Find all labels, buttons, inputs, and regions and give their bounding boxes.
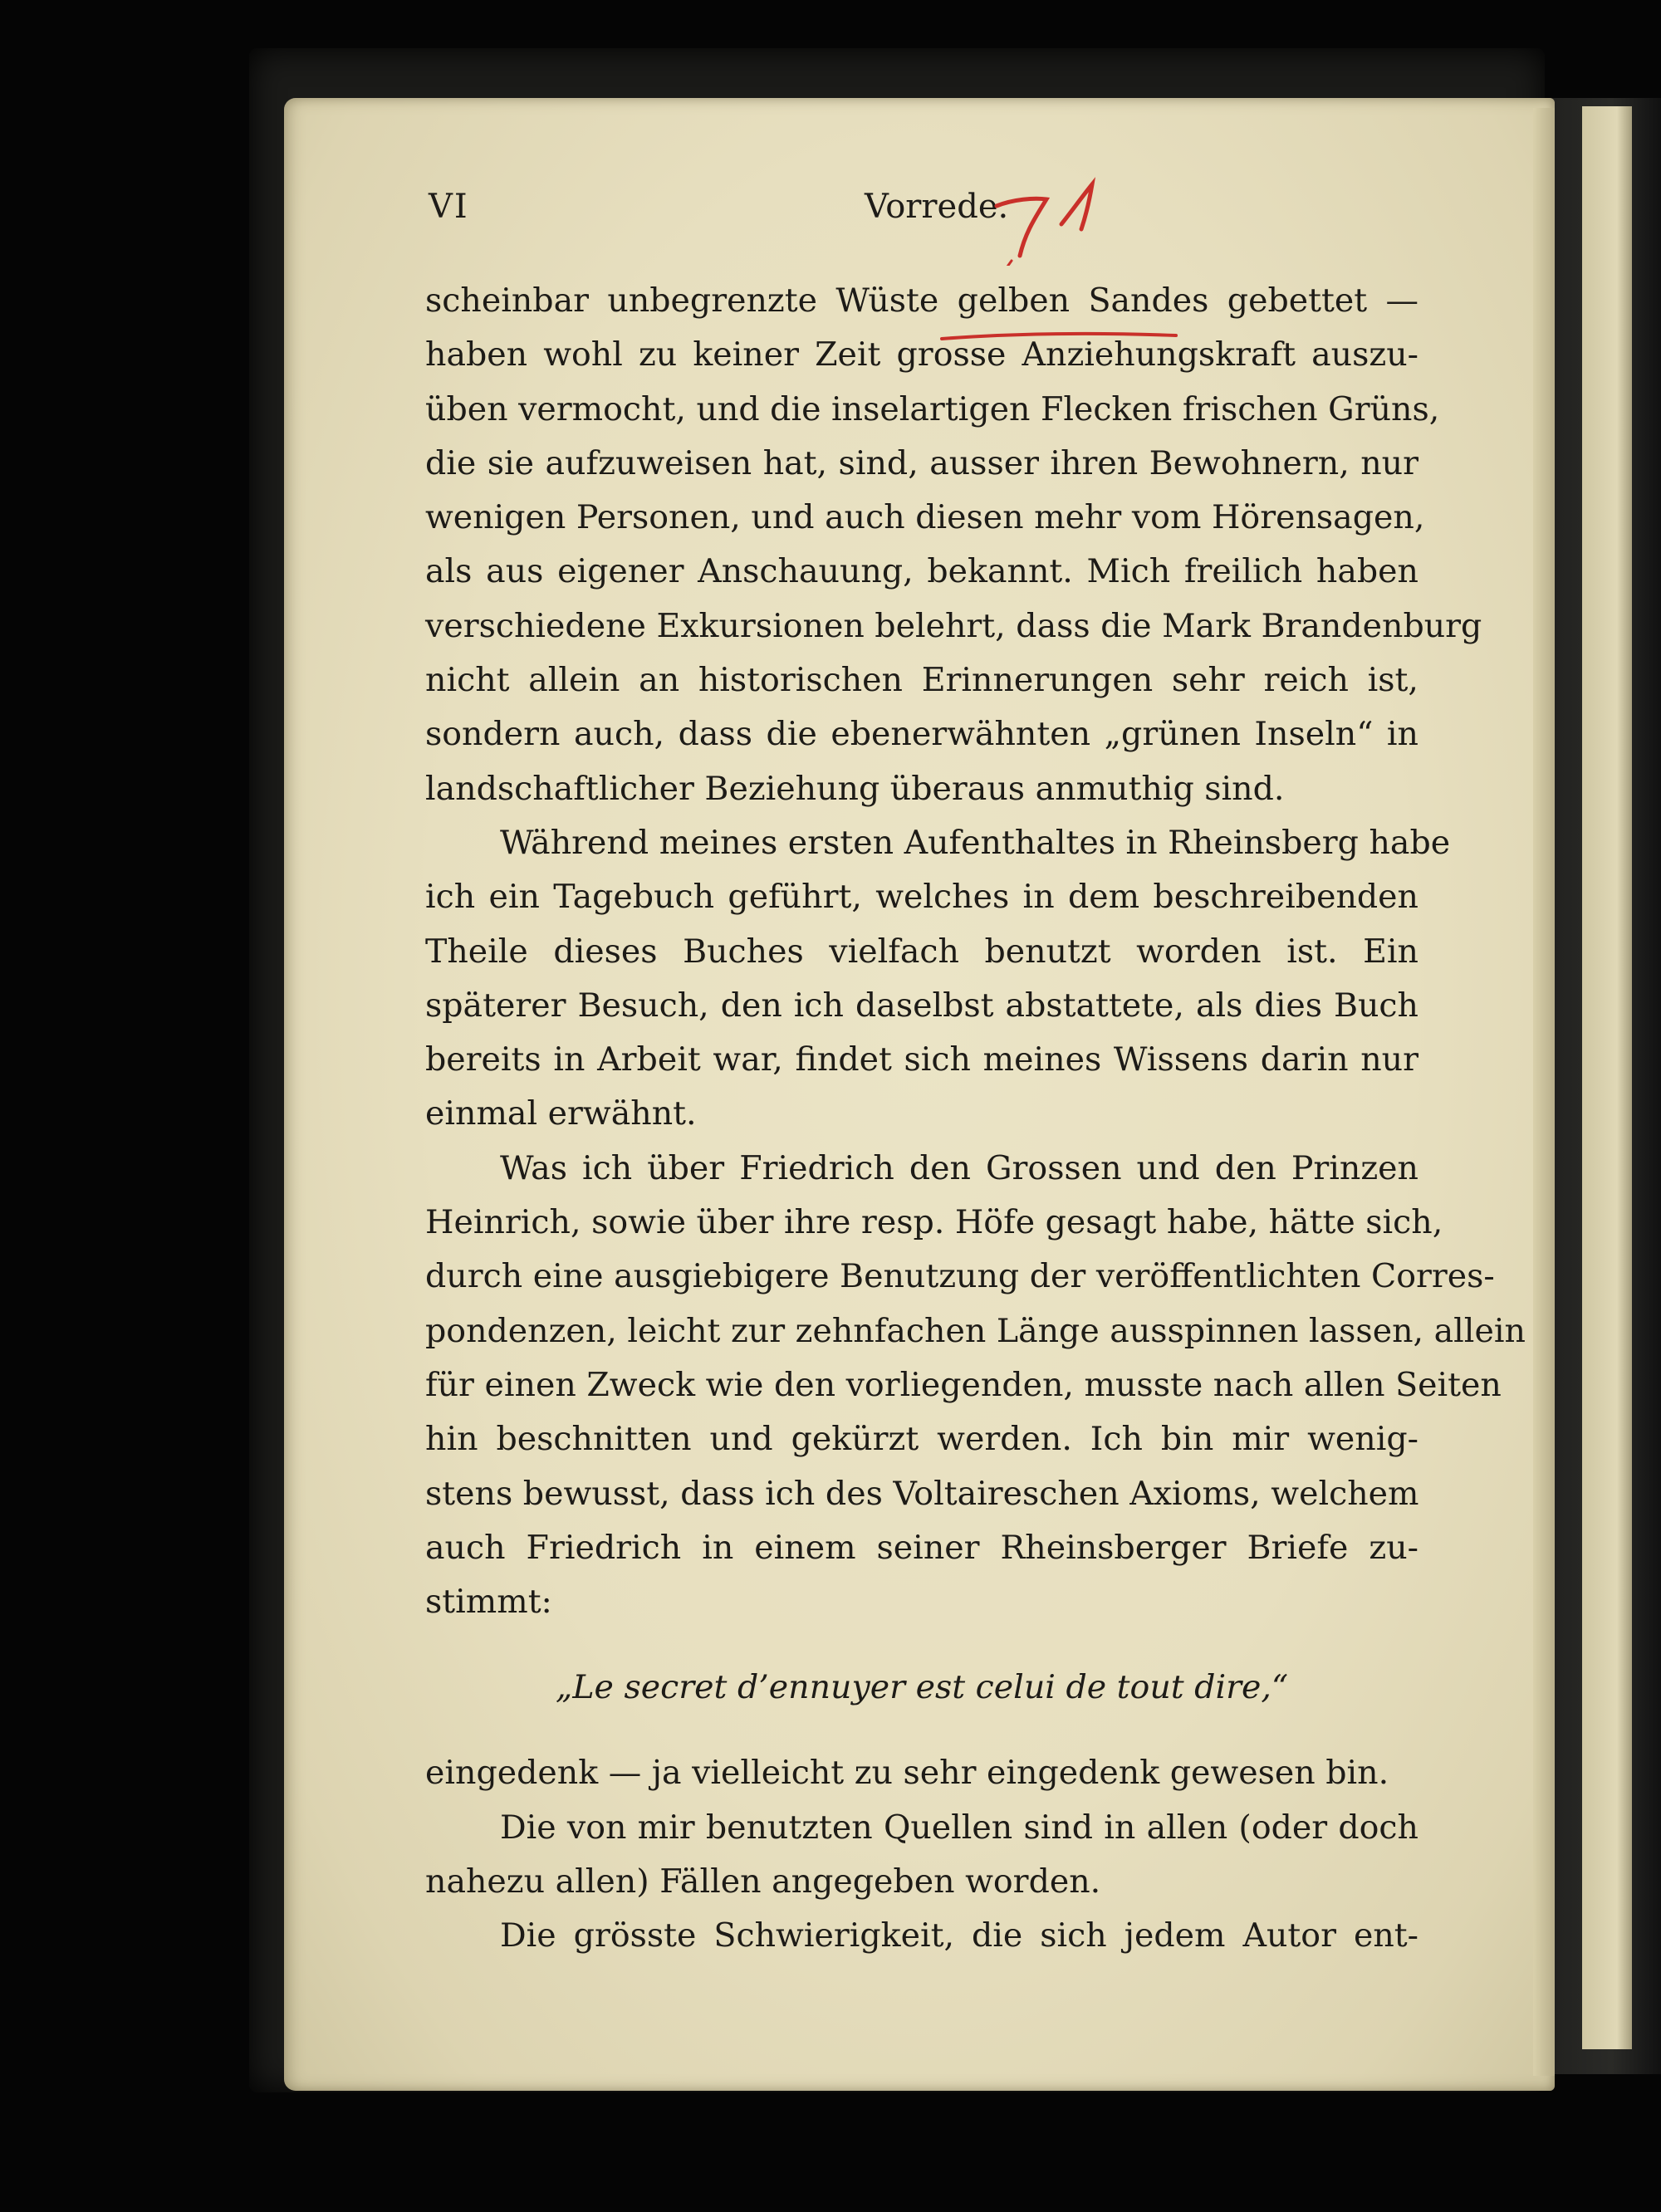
text-line: nahezu allen) Fällen angegeben worden. [425,1862,1101,1901]
text-line: bereits in Arbeit war, findet sich meines Wissens darin nur [425,1040,1418,1079]
running-head [429,188,1422,237]
paragraph-2 [425,816,1451,1142]
text-line: späterer Besuch, den ich daselbst abstattete, als dies Buch [425,986,1418,1025]
paragraph-3 [425,1142,1526,1630]
text-line: nicht allein an historischen Erinnerungen sehr reich ist, [425,661,1418,700]
handwritten-folio-annotation [988,174,1113,266]
text-line: Was ich über Friedrich den Grossen und den Prinzen [500,1148,1418,1187]
text-line: wenigen Personen, und auch diesen mehr vom Hörensagen, [425,498,1425,537]
page-number: VI [429,188,469,226]
text-line: haben wohl zu keiner Zeit grosse Anziehungskraft auszu- [425,335,1418,374]
spacer [425,1715,1418,1746]
text-line: sondern auch, dass die ebenerwähnten „grünen Inseln“ in [425,715,1418,754]
text-line: stimmt: [425,1583,552,1622]
text-line: eingedenk — ja vielleicht zu sehr eingedenk gewesen bin. [425,1754,1389,1793]
text-line: üben vermocht, und die inselartigen Flecken frischen Grüns, [425,389,1440,428]
text-line: scheinbar unbegrenzte Wüste gelben Sandes gebettet — [425,281,1418,320]
text-line: die sie aufzuweisen hat, sind, ausser ihren Bewohnern, nur [425,443,1418,482]
text-line: auch Friedrich in einem seiner Rheinsberger Briefe zu- [425,1528,1418,1567]
voltaire-quote: „Le secret d’ennuyer est celui de tout dire,“ [555,1668,1289,1707]
annotation-dash [1003,261,1012,266]
paragraph-1 [425,274,1482,816]
text-line: Die grösste Schwierigkeit, die sich jedem Autor ent- [500,1916,1418,1955]
text-line: als aus eigener Anschauung, bekannt. Mich freilich haben [425,552,1418,591]
text-line: pondenzen, leicht zur zehnfachen Länge ausspinnen lassen, allein [425,1311,1526,1350]
spacer [425,1629,1418,1661]
text-line: ich ein Tagebuch geführt, welches in dem beschreibenden [425,878,1418,917]
facing-page-edge [1582,106,1632,2049]
text-line: Theile dieses Buches vielfach benutzt worden ist. Ein [425,932,1418,971]
annotation-stroke-1 [1061,184,1092,229]
annotation-stroke-7 [997,198,1046,256]
text-line: Während meines ersten Aufenthaltes in Rheinsberg habe [500,823,1451,862]
text-line: Die von mir benutzten Quellen sind in allen (oder doch [500,1808,1418,1847]
text-line: für einen Zweck wie den vorliegenden, musste nach allen Seiten [425,1365,1502,1404]
body-text [425,274,1526,1964]
paragraph-6 [425,1909,1418,1963]
running-title: Vorrede. [865,188,1009,226]
text-line: Heinrich, sowie über ihre resp. Höfe gesagt habe, hätte sich, [425,1203,1443,1242]
text-line: einmal erwähnt. [425,1094,697,1133]
paragraph-5 [425,1801,1418,1910]
text-line: hin beschnitten und gekürzt werden. Ich bin mir wenig- [425,1420,1418,1459]
text-line: landschaftlicher Beziehung überaus anmuthig sind. [425,769,1285,808]
paragraph-4 [425,1746,1418,1800]
text-line: verschiedene Exkursionen belehrt, dass die Mark Brandenburg [425,606,1482,645]
text-line: stens bewusst, dass ich des Voltaireschen Axioms, welchem [425,1474,1419,1513]
page-gutter-edge [1533,108,1555,2076]
text-line: durch eine ausgiebigere Benutzung der veröffentlichten Corres- [425,1257,1495,1296]
